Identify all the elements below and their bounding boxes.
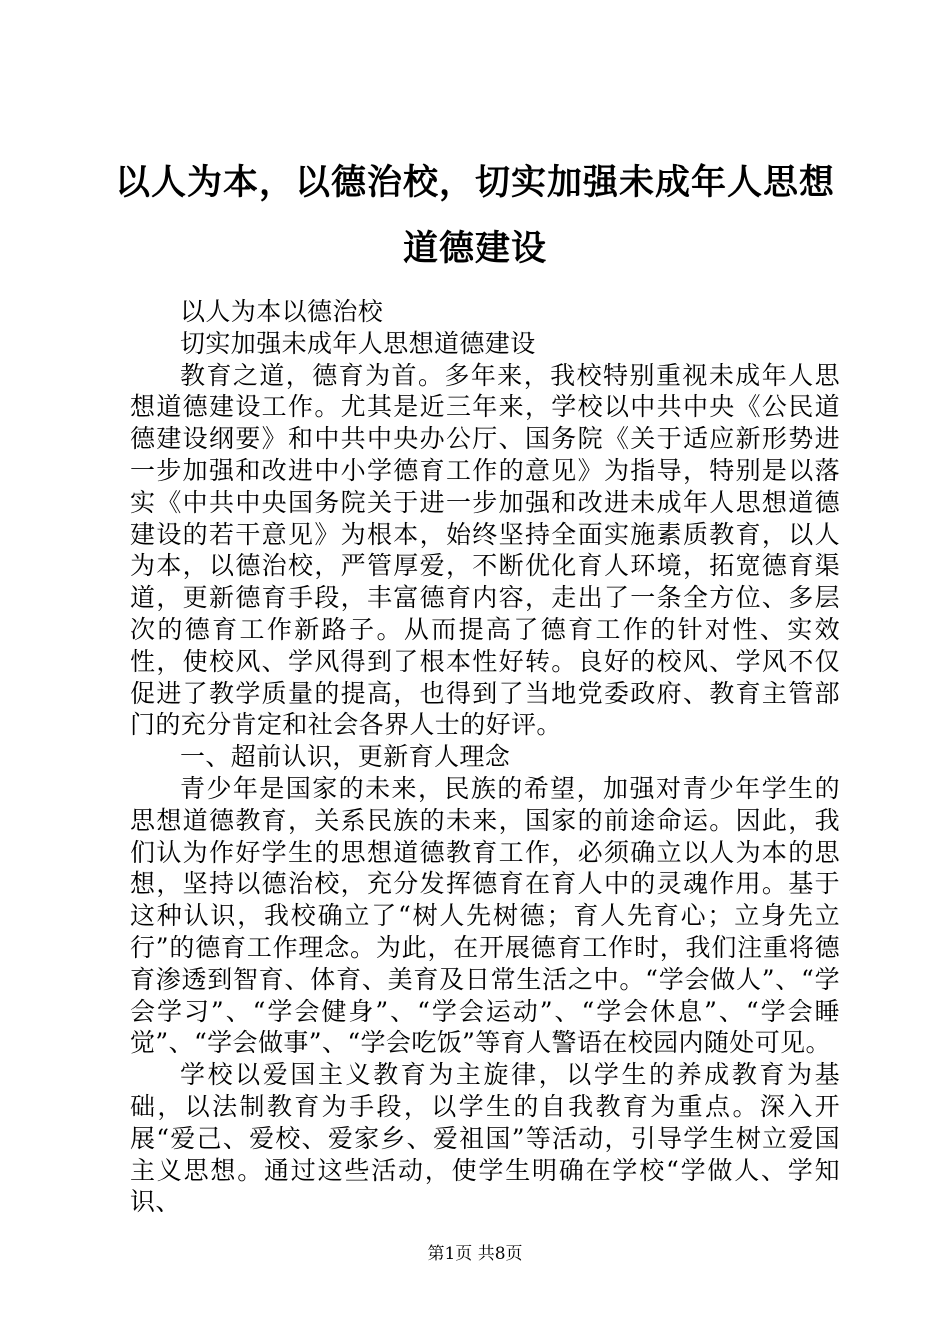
- document-body: [130, 296, 840, 1218]
- page-number-footer: 第1页 共8页: [427, 1244, 523, 1264]
- section-heading-1: 一、超前认识，更新育人理念: [180, 742, 511, 772]
- document-title: 以人为本，以德治校，切实加强未成年人思想道德建设: [114, 163, 835, 269]
- subtitle-line-2: 切实加强未成年人思想道德建设: [180, 328, 536, 358]
- paragraph-intro: 教育之道，德育为首。多年来，我校特别重视未成年人思想道德建设工作。尤其是近三年来，学校以中共中央《公民道德建设纲要》和中共中央办公厅、国务院《关于适应新形势进一步加强和改进中小学德育工作的意见》为指导，特别是以落实《中共中央国务院关于进一步加强和改进未成年人思想道德建设的若干意见》为根本，始终坚持全面实施素质教育，以人为本，以德治校，严管厚爱，不断优化育人环境，拓宽德育渠道，更新德育手段，丰富德育内容，走出了一条全方位、多层次的德育工作新路子。从而提高了德育工作的针对性、实效性，使校风、学风得到了根本性好转。良好的校风、学风不仅促进了教学质量的提高，也得到了当地党委政府、教育主管部门的充分肯定和社会各界人士的好评。: [130, 360, 840, 740]
- paragraph-section-1: 青少年是国家的未来，民族的希望，加强对青少年学生的思想道德教育，关系民族的未来，国家的前途命运。因此，我们认为作好学生的思想道德教育工作，必须确立以人为本的思想，坚持以德治校，充分发挥德育在育人中的灵魂作用。基于这种认识，我校确立了“树人先树德；育人先育心；立身先立行”的德育工作理念。为此，在开展德育工作时，我们注重将德育渗透到智育、体育、美育及日常生活之中。“学会做人”、“学会学习”、“学会健身”、“学会运动”、“学会休息”、“学会睡觉”、“学会做事”、“学会吃饭”等育人警语在校园内随处可见。: [130, 773, 840, 1058]
- subtitle-line-1: 以人为本以德治校: [180, 297, 384, 326]
- paragraph-patriotism: 学校以爱国主义教育为主旋律，以学生的养成教育为基础，以法制教育为手段，以学生的自我教育为重点。深入开展“爱己、爱校、爱家乡、爱祖国”等活动，引导学生树立爱国主义思想。通过这些活动，使学生明确在学校“学做人、学知识、: [130, 1060, 840, 1217]
